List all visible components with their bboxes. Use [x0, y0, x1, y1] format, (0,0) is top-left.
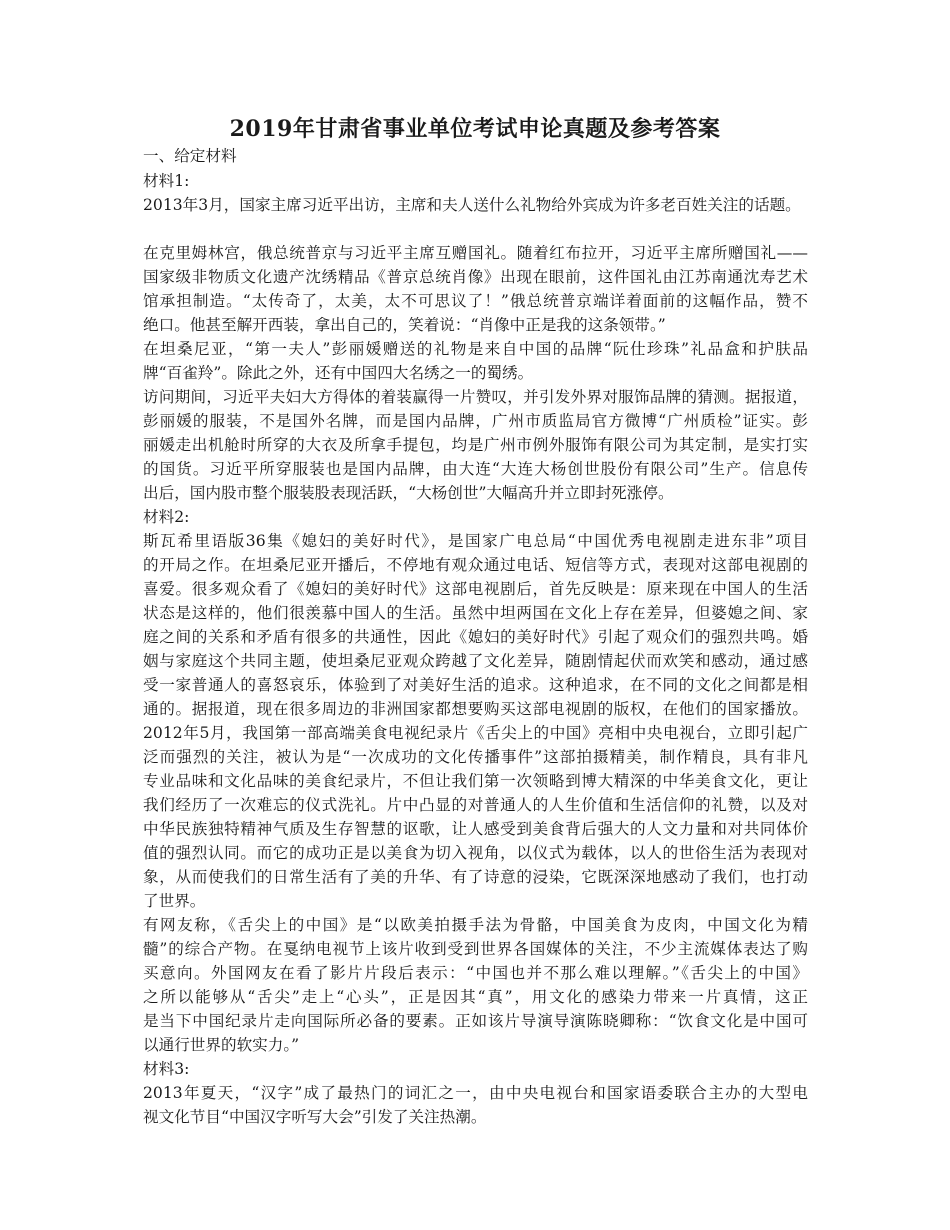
body-line: 泛而强烈的关注，被认为是“一次成功的文化传播事件”这部拍摄精美，制作精良，具有非凡 [143, 748, 808, 766]
body-line: 2013年3月，国家主席习近平出访，主席和夫人送什么礼物给外宾成为许多老百姓关注的话题。 [143, 196, 801, 214]
body-line: 视文化节目“中国汉字听写大会”引发了关注热潮。 [143, 1108, 487, 1126]
body-line: 是当下中国纪录片走向国际所必备的要素。正如该片导演导演陈晓卿称：“饮食文化是中国可 [143, 1012, 808, 1030]
body-line: 了世界。 [143, 892, 206, 910]
body-line: 髓”的综合产物。在戛纳电视节上该片收到受到世界各国媒体的关注，不少主流媒体表达了购 [143, 940, 808, 958]
body-line: 丽媛走出机舱时所穿的大衣及所拿手提包，均是广州市例外服饰有限公司为其定制，是实打实 [143, 436, 808, 454]
body-line: 姻与家庭这个共同主题，使坦桑尼亚观众跨越了文化差异，随剧情起伏而欢笑和感动，通过感 [143, 652, 808, 670]
body-line: 买意向。外国网友在看了影片片段后表示：“中国也并不那么难以理解。”《舌尖上的中国》 [143, 964, 808, 982]
body-line: 牌“百雀羚”。除此之外，还有中国四大名绣之一的蜀绣。 [143, 364, 534, 382]
body-line: 以通行世界的软实力。” [143, 1036, 300, 1054]
body-line: 国家级非物质文化遗产沈绣精品《普京总统肖像》出现在眼前，这件国礼由江苏南通沈寿艺术 [143, 268, 808, 286]
body-line: 彭丽媛的服装，不是国外名牌，而是国内品牌，广州市质监局官方微博“广州质检”证实。彭 [143, 412, 808, 430]
body-line: 受一家普通人的喜怒哀乐，体验到了对美好生活的追求。这种追求，在不同的文化之间都是相 [143, 676, 808, 694]
body-line: 状态是这样的，他们很羡慕中国人的生活。虽然中坦两国在文化上存在差异，但婆媳之间、家 [143, 604, 808, 622]
body-line: 中华民族独特精神气质及生存智慧的讴歌，让人感受到美食背后强大的人文力量和对共同体价 [143, 820, 808, 838]
body-line: 绝口。他甚至解开西装，拿出自己的，笑着说：“肖像中正是我的这条领带。” [143, 316, 666, 334]
body-line: 一、给定材料 [143, 147, 237, 165]
body-line: 在坦桑尼亚，“第一夫人”彭丽媛赠送的礼物是来自中国的品牌“阮仕珍珠”礼品盒和护肤品 [143, 340, 808, 358]
body-line: 材料2: [143, 508, 190, 526]
body-line: 馆承担制造。“太传奇了，太美，太不可思议了！”俄总统普京端详着面前的这幅作品，赞不 [143, 292, 808, 310]
body-line: 2012年5月，我国第一部高端美食电视纪录片《舌尖上的中国》亮相中央电视台，立即引起广 [143, 724, 808, 742]
body-line: 访问期间，习近平夫妇大方得体的着装赢得一片赞叹，并引发外界对服饰品牌的猜测。据报道， [143, 388, 808, 406]
body-line: 2013年夏天，“汉字”成了最热门的词汇之一，由中央电视台和国家语委联合主办的大型电 [143, 1084, 808, 1102]
body-line: 的开局之作。在坦桑尼亚开播后，不停地有观众通过电话、短信等方式，表现对这部电视剧的 [143, 556, 808, 574]
body-line: 之所以能够从“舌尖”走上“心头”，正是因其“真”，用文化的感染力带来一片真情，这正 [143, 988, 808, 1006]
body-line: 在克里姆林宫，俄总统普京与习近平主席互赠国礼。随着红布拉开，习近平主席所赠国礼—— [143, 244, 808, 262]
body-line: 斯瓦希里语版36集《媳妇的美好时代》，是国家广电总局“中国优秀电视剧走进东非”项目 [143, 532, 808, 550]
body-line: 材料3: [143, 1060, 190, 1078]
document-title: 2019年甘肃省事业单位考试申论真题及参考答案 [229, 116, 721, 142]
body-line: 的国货。习近平所穿服装也是国内品牌，由大连“大连大杨创世股份有限公司”生产。信息传 [143, 460, 808, 478]
body-line: 有网友称，《舌尖上的中国》是“以欧美拍摄手法为骨骼，中国美食为皮肉，中国文化为精 [143, 916, 808, 934]
body-line: 值的强烈认同。而它的成功正是以美食为切入视角，以仪式为载体，以人的世俗生活为表现对 [143, 844, 808, 862]
body-line: 出后，国内股市整个服装股表现活跃，“大杨创世”大幅高升并立即封死涨停。 [143, 484, 674, 502]
body-line: 通的。据报道，现在很多周边的非洲国家都想要购买这部电视剧的版权，在他们的国家播放。 [143, 700, 808, 718]
body-line: 专业品味和文化品味的美食纪录片，不但让我们第一次领略到博大精深的中华美食文化，更让 [143, 772, 808, 790]
body-line: 庭之间的关系和矛盾有很多的共通性，因此《媳妇的美好时代》引起了观众们的强烈共鸣。婚 [143, 628, 808, 646]
body-line: 喜爱。很多观众看了《媳妇的美好时代》这部电视剧后，首先反映是：原来现在中国人的生活 [143, 580, 808, 598]
body-line: 象，从而使我们的日常生活有了美的升华、有了诗意的浸染，它既深深地感动了我们，也打动 [143, 868, 808, 886]
body-line: 材料1: [143, 172, 190, 190]
body-line: 我们经历了一次难忘的仪式洗礼。片中凸显的对普通人的人生价值和生活信仰的礼赞，以及对 [143, 796, 808, 814]
